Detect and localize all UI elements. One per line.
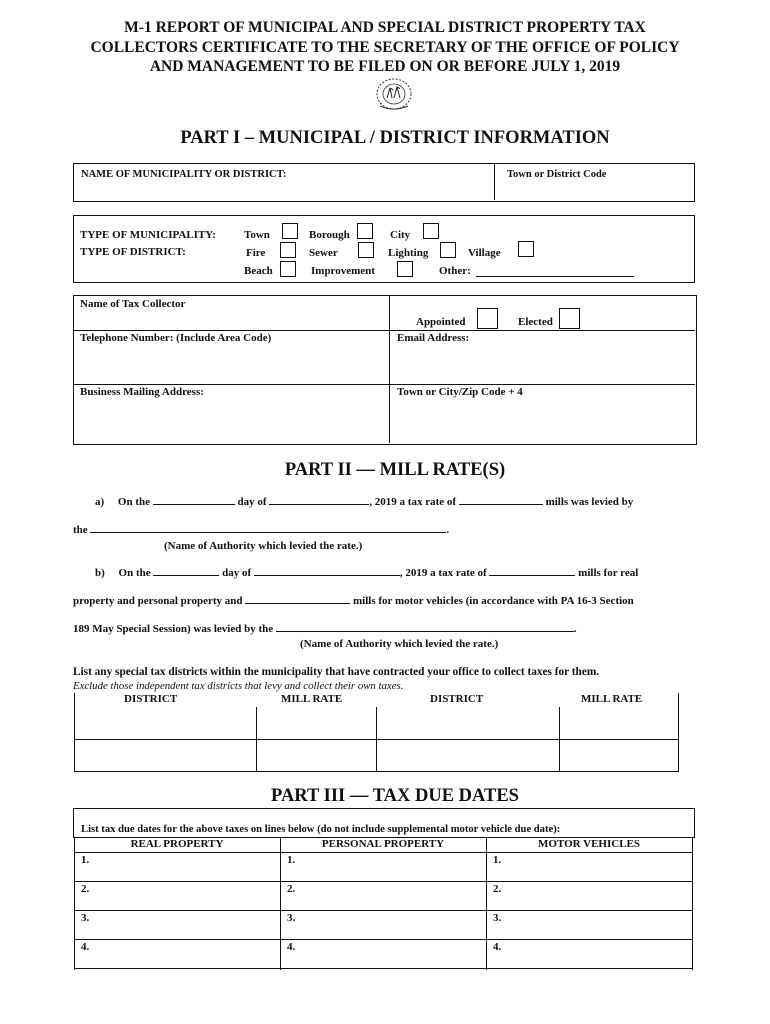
form-title (60, 18, 710, 77)
district-code-label: Town or District Code (507, 169, 607, 180)
b-day-input[interactable] (153, 575, 219, 576)
a-day-of: day of (237, 496, 267, 508)
mailing-address-input[interactable] (80, 404, 380, 438)
special-districts-table (74, 693, 680, 773)
collector-box (73, 295, 697, 445)
town-label: Town (244, 229, 270, 241)
zip-code-label: Town or City/Zip Code + 4 (397, 386, 523, 398)
telephone-label: Telephone Number: (Include Area Code) (80, 332, 272, 344)
col-motor-vehicles: MOTOR VEHICLES (538, 838, 640, 850)
due-date-cell[interactable]: 3. (493, 912, 502, 924)
appointed-label: Appointed (416, 316, 466, 328)
divider (389, 296, 390, 443)
due-date-cell[interactable]: 1. (287, 854, 296, 866)
due-dates-instruction-box (73, 808, 695, 838)
special-districts-instruction: List any special tax districts within the municipality that have contracted your office to collect taxes for them. (73, 666, 600, 678)
due-dates-table (74, 838, 694, 970)
mill-rate-a-line1 (95, 496, 633, 508)
municipality-name-input[interactable] (78, 180, 488, 198)
col-mill-rate-1: MILL RATE (281, 693, 343, 705)
divider (74, 910, 693, 911)
b-motor-vehicle-rate-input[interactable] (245, 603, 350, 604)
type-district-label: TYPE OF DISTRICT: (80, 246, 186, 258)
b-marker: b) (95, 567, 105, 579)
divider (74, 693, 75, 772)
municipality-name-label: NAME OF MUNICIPALITY OR DISTRICT: (81, 169, 287, 180)
collector-name-label: Name of Tax Collector (80, 298, 186, 310)
part1-title: PART I – MUNICIPAL / DISTRICT INFORMATION (180, 128, 610, 148)
telephone-input[interactable] (80, 350, 380, 378)
col-district-2: DISTRICT (430, 693, 484, 705)
a-period: . (446, 524, 450, 536)
title-line-3: AND MANAGEMENT TO BE FILED ON OR BEFORE JULY 1, 2019 (149, 58, 621, 75)
mill-rate-cell[interactable] (562, 711, 676, 737)
village-label: Village (468, 247, 501, 259)
lighting-label: Lighting (388, 247, 429, 259)
due-date-cell[interactable]: 1. (493, 854, 502, 866)
a-on-the: On the (117, 496, 151, 508)
email-label: Email Address: (397, 332, 470, 344)
due-date-cell[interactable]: 4. (493, 941, 502, 953)
b-day-of: day of (222, 567, 252, 579)
city-checkbox[interactable] (423, 223, 439, 239)
divider (74, 939, 693, 940)
b-line2-end: mills for motor vehicles (in accordance with PA 16-3 Section (353, 595, 634, 607)
type-box (73, 215, 695, 283)
lighting-checkbox[interactable] (440, 242, 456, 258)
email-input[interactable] (397, 350, 687, 378)
district-cell[interactable] (77, 711, 253, 737)
exclude-instruction: Exclude those independent tax districts that levy and collect their own taxes. (73, 680, 404, 692)
due-date-cell[interactable]: 4. (287, 941, 296, 953)
other-label: Other: (439, 265, 471, 277)
a-year-text: , 2019 a tax rate of (369, 496, 457, 508)
b-mills-text: mills for real (578, 567, 639, 579)
b-year-text: , 2019 a tax rate of (399, 567, 487, 579)
b-month-input[interactable] (254, 575, 400, 576)
mill-rate-cell[interactable] (562, 742, 676, 769)
part3-title: PART III — TAX DUE DATES (271, 786, 519, 806)
a-authority-caption: (Name of Authority which levied the rate.) (164, 540, 363, 552)
part2-title: PART II — MILL RATE(S) (284, 460, 506, 480)
zip-code-input[interactable] (397, 404, 687, 438)
divider (74, 330, 695, 331)
district-code-input[interactable] (500, 180, 690, 198)
b-period: . (573, 623, 577, 635)
sewer-checkbox[interactable] (358, 242, 374, 258)
borough-label: Borough (309, 229, 350, 241)
a-tax-rate-input[interactable] (459, 504, 543, 505)
borough-checkbox[interactable] (357, 223, 373, 239)
due-date-cell[interactable]: 3. (287, 912, 296, 924)
elected-label: Elected (518, 316, 553, 328)
a-authority-input[interactable] (90, 532, 446, 533)
b-tax-rate-input[interactable] (489, 575, 575, 576)
col-real-property: REAL PROPERTY (130, 838, 224, 850)
due-date-cell[interactable]: 3. (81, 912, 90, 924)
divider (678, 693, 679, 772)
col-district-1: DISTRICT (124, 693, 178, 705)
b-line2-start: property and personal property and (73, 595, 243, 607)
due-date-cell[interactable]: 2. (287, 883, 296, 895)
city-label: City (390, 229, 411, 241)
district-cell[interactable] (77, 742, 253, 769)
divider (74, 739, 679, 740)
b-authority-input[interactable] (276, 631, 574, 632)
beach-checkbox[interactable] (280, 261, 296, 277)
divider (692, 838, 693, 970)
a-month-input[interactable] (269, 504, 369, 505)
collector-name-input[interactable] (80, 312, 380, 328)
b-authority-caption: (Name of Authority which levied the rate.) (300, 638, 499, 650)
beach-label: Beach (244, 265, 273, 277)
improvement-checkbox[interactable] (397, 261, 413, 277)
divider (74, 384, 695, 385)
divider (74, 771, 679, 772)
divider (486, 838, 487, 970)
fire-label: Fire (246, 247, 266, 259)
mill-rate-b-line3 (73, 623, 577, 635)
title-line-2: COLLECTORS CERTIFICATE TO THE SECRETARY OF THE OFFICE OF POLICY (90, 38, 680, 56)
elected-checkbox[interactable] (559, 308, 580, 329)
divider (494, 164, 495, 200)
due-date-cell[interactable]: 2. (493, 883, 502, 895)
district-cell[interactable] (379, 711, 556, 737)
b-line3-start: 189 May Special Session) was levied by the (73, 623, 274, 635)
a-day-input[interactable] (153, 504, 235, 505)
due-dates-instruction: List tax due dates for the above taxes on lines below (do not include supplemental motor vehicle due date): (81, 824, 561, 835)
b-on-the: On the (118, 567, 151, 579)
title-line-1: M-1 REPORT OF MUNICIPAL AND SPECIAL DISTRICT PROPERTY TAX (124, 19, 646, 36)
a-mills-text: mills was levied by (545, 496, 634, 508)
other-input[interactable] (476, 276, 634, 277)
col-personal-property: PERSONAL PROPERTY (321, 838, 445, 850)
due-date-cell[interactable]: 2. (81, 883, 90, 895)
mailing-address-label: Business Mailing Address: (80, 386, 204, 398)
divider (74, 838, 75, 970)
district-cell[interactable] (379, 742, 556, 769)
a-the: the (73, 524, 88, 536)
a-marker: a) (95, 496, 105, 508)
improvement-label: Improvement (311, 265, 375, 277)
fire-checkbox[interactable] (280, 242, 296, 258)
village-checkbox[interactable] (518, 241, 534, 257)
type-municipality-label: TYPE OF MUNICIPALITY: (80, 229, 216, 241)
mill-rate-cell[interactable] (259, 742, 373, 769)
due-date-cell[interactable]: 4. (81, 941, 90, 953)
appointed-checkbox[interactable] (477, 308, 498, 329)
state-seal-icon (372, 76, 416, 112)
divider (74, 968, 693, 969)
sewer-label: Sewer (309, 247, 338, 259)
due-date-cell[interactable]: 1. (81, 854, 90, 866)
mill-rate-a-line2 (73, 524, 449, 536)
mill-rate-cell[interactable] (259, 711, 373, 737)
divider (280, 838, 281, 970)
divider (74, 881, 693, 882)
col-mill-rate-2: MILL RATE (581, 693, 643, 705)
mill-rate-b-line2 (73, 595, 634, 607)
mill-rate-b-line1 (95, 567, 638, 579)
town-checkbox[interactable] (282, 223, 298, 239)
divider (74, 852, 693, 853)
